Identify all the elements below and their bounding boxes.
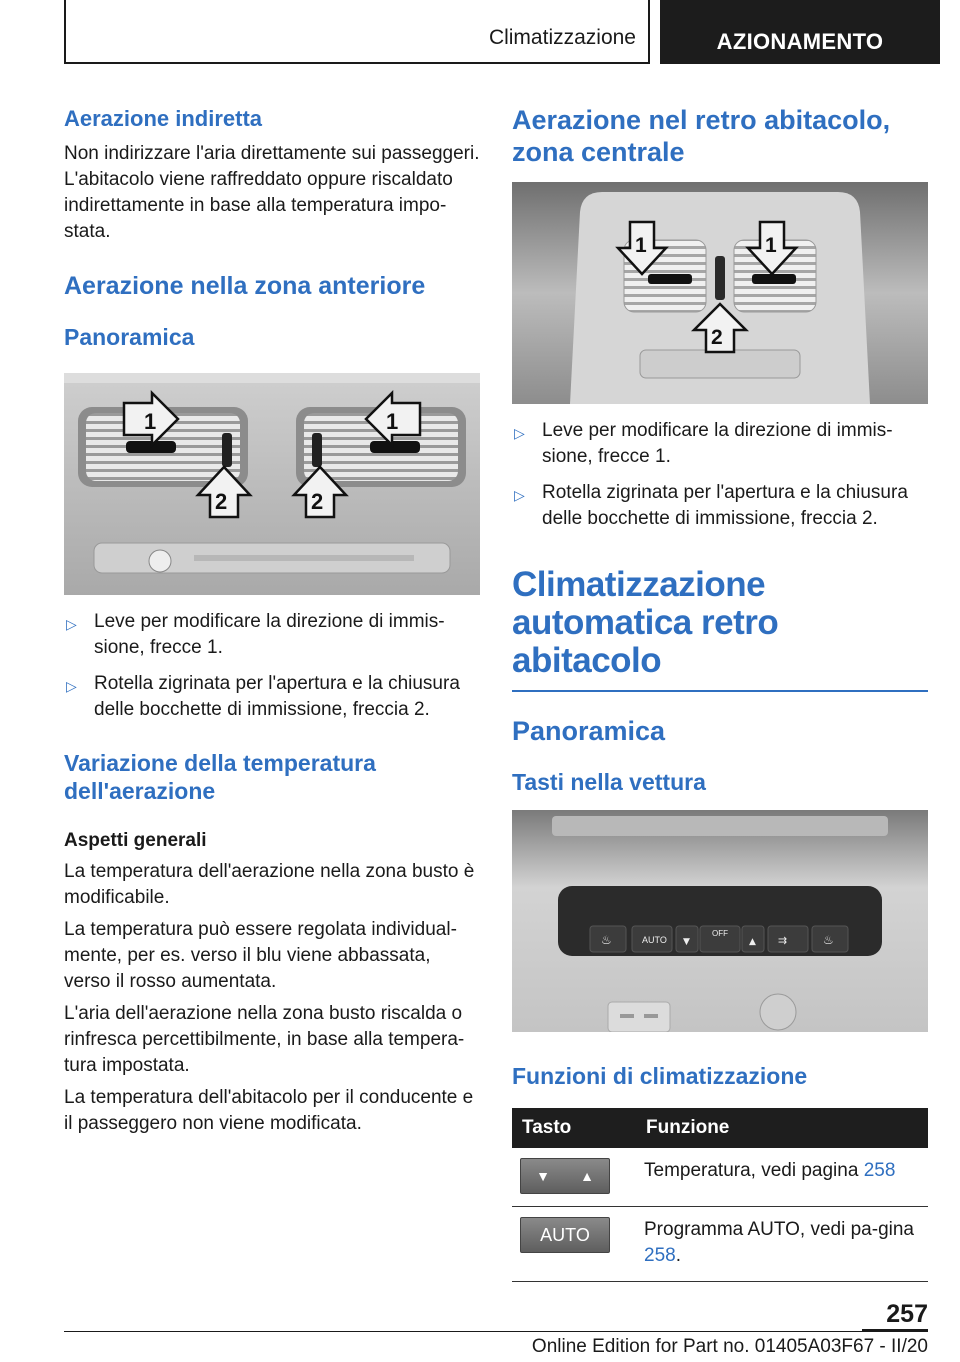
bullet-item xyxy=(512,418,928,470)
temperature-variation-heading: Variazione della temperatura dell'aerazione xyxy=(64,750,376,804)
rear-vents-illustration xyxy=(512,182,928,404)
rear-control-panel-image xyxy=(512,810,928,1032)
page-link[interactable]: 258 xyxy=(863,1160,896,1181)
table-cell-key xyxy=(512,1207,636,1282)
column-header-key: Tasto xyxy=(512,1108,636,1148)
arrow-label-2-right: 2 xyxy=(311,489,324,514)
triangle-up-icon: ▲ xyxy=(580,1168,594,1184)
page-link[interactable]: 258 xyxy=(644,1245,676,1266)
arrow-label-1-right: 1 xyxy=(765,234,777,257)
table-row xyxy=(512,1148,928,1207)
table-row xyxy=(512,1207,928,1282)
bullet-item xyxy=(512,480,928,532)
chapter-title: Climatizzazione xyxy=(488,26,636,49)
bullet-triangle-icon: ▷ xyxy=(66,616,77,632)
paragraph: L'aria dell'aerazione nella zona busto riscalda o rinfresca percettibilmente, in base alla tempera‐tura impostata. xyxy=(64,1003,465,1076)
indirect-ventilation-text: Non indirizzare l'aria direttamente sui passeggeri. L'abitacolo viene raffreddato oppure riscaldato indirettamente in base alla temperatura impo‐stata. xyxy=(64,143,480,242)
bullet-triangle-icon: ▷ xyxy=(514,487,525,503)
bullet-item xyxy=(64,671,480,723)
bullet-text: Rotella zigrinata per l'apertura e la chiusura delle bocchette di immissione, freccia 2. xyxy=(94,673,460,720)
table-cell-function xyxy=(636,1207,928,1282)
bullet-item xyxy=(64,609,480,661)
front-vents-image xyxy=(64,373,480,595)
panel-off-label: OFF xyxy=(712,929,728,938)
heading-rule xyxy=(512,690,928,692)
front-vents-illustration xyxy=(64,373,480,595)
temperature-arrows-icon xyxy=(520,1158,610,1194)
arrow-label-2: 2 xyxy=(711,326,723,349)
panel-auto-label: AUTO xyxy=(642,935,667,945)
bullet-text: Leve per modificare la direzione di immis‐sione, frecce 1. xyxy=(542,420,893,467)
paragraph: La temperatura può essere regolata individual‐mente, per es. verso il blu viene abbassata, verso il rosso aumentata. xyxy=(64,919,457,992)
table-cell-key xyxy=(512,1148,636,1207)
footer-edition: Online Edition for Part no. 01405A03F67 - II/20 xyxy=(531,1336,928,1357)
panel-airflow-icon: ⇉ xyxy=(778,934,788,947)
panel-seat-heat-right-icon: ♨ xyxy=(823,933,834,947)
panel-seat-heat-left-icon: ♨ xyxy=(601,933,612,947)
bullet-triangle-icon: ▷ xyxy=(514,425,525,441)
front-vents-bullet-list xyxy=(64,609,480,723)
auto-button-icon xyxy=(520,1217,610,1253)
bullet-text: Rotella zigrinata per l'apertura e la chiusura delle bocchette di immissione, freccia 2. xyxy=(542,482,908,529)
indirect-ventilation-heading: Aerazione indiretta xyxy=(64,106,263,131)
column-header-function: Funzione xyxy=(636,1108,928,1148)
header-divider xyxy=(648,0,650,64)
triangle-down-icon: ▼ xyxy=(536,1168,550,1184)
rear-ventilation-heading: Aerazione nel retro abitacolo, zona centrale xyxy=(512,105,891,167)
panel-down-arrow-icon: ▼ xyxy=(683,937,690,947)
arrow-label-1-right: 1 xyxy=(386,409,399,434)
rear-auto-climate-heading: Climatizzazione automatica retro abitacolo xyxy=(512,565,779,680)
left-column xyxy=(64,100,480,1137)
table-cell-function xyxy=(636,1148,928,1207)
rear-overview-heading: Panoramica xyxy=(512,716,666,746)
paragraph: La temperatura dell'abitacolo per il conducente e il passeggero non viene modificata. xyxy=(64,1087,474,1134)
bullet-triangle-icon: ▷ xyxy=(66,678,77,694)
footer-rule xyxy=(64,1331,928,1332)
paragraph: La temperatura dell'aerazione nella zona busto è modificabile. xyxy=(64,861,475,908)
arrow-label-1-left: 1 xyxy=(635,234,647,257)
function-text: Programma AUTO, vedi pa‐gina xyxy=(644,1219,914,1240)
auto-key-label: AUTO xyxy=(540,1225,590,1245)
footer-rule-accent xyxy=(862,1329,928,1331)
vehicle-buttons-heading: Tasti nella vettura xyxy=(512,769,706,795)
page-number: 257 xyxy=(886,1300,928,1328)
bullet-text: Leve per modificare la direzione di immis‐sione, frecce 1. xyxy=(94,611,445,658)
rear-control-panel-illustration xyxy=(512,810,928,1032)
panel-up-arrow-icon: ▲ xyxy=(749,937,756,947)
rear-vents-bullet-list xyxy=(512,418,928,532)
climate-functions-heading: Funzioni di climatizzazione xyxy=(512,1063,808,1089)
section-tab: AZIONAMENTO xyxy=(660,0,940,64)
right-column xyxy=(512,100,928,1282)
arrow-label-2-left: 2 xyxy=(215,489,228,514)
arrow-label-1-left: 1 xyxy=(144,409,157,434)
function-suffix: . xyxy=(675,1245,681,1266)
function-text: Temperatura, vedi pagina xyxy=(644,1160,864,1181)
header-underline xyxy=(64,62,650,64)
front-ventilation-heading: Aerazione nella zona anteriore xyxy=(64,272,426,300)
functions-table xyxy=(512,1108,928,1282)
rear-vents-image xyxy=(512,182,928,404)
general-aspects-heading: Aspetti generali xyxy=(64,830,207,851)
table-header-row xyxy=(512,1108,928,1148)
front-overview-heading: Panoramica xyxy=(64,324,195,350)
